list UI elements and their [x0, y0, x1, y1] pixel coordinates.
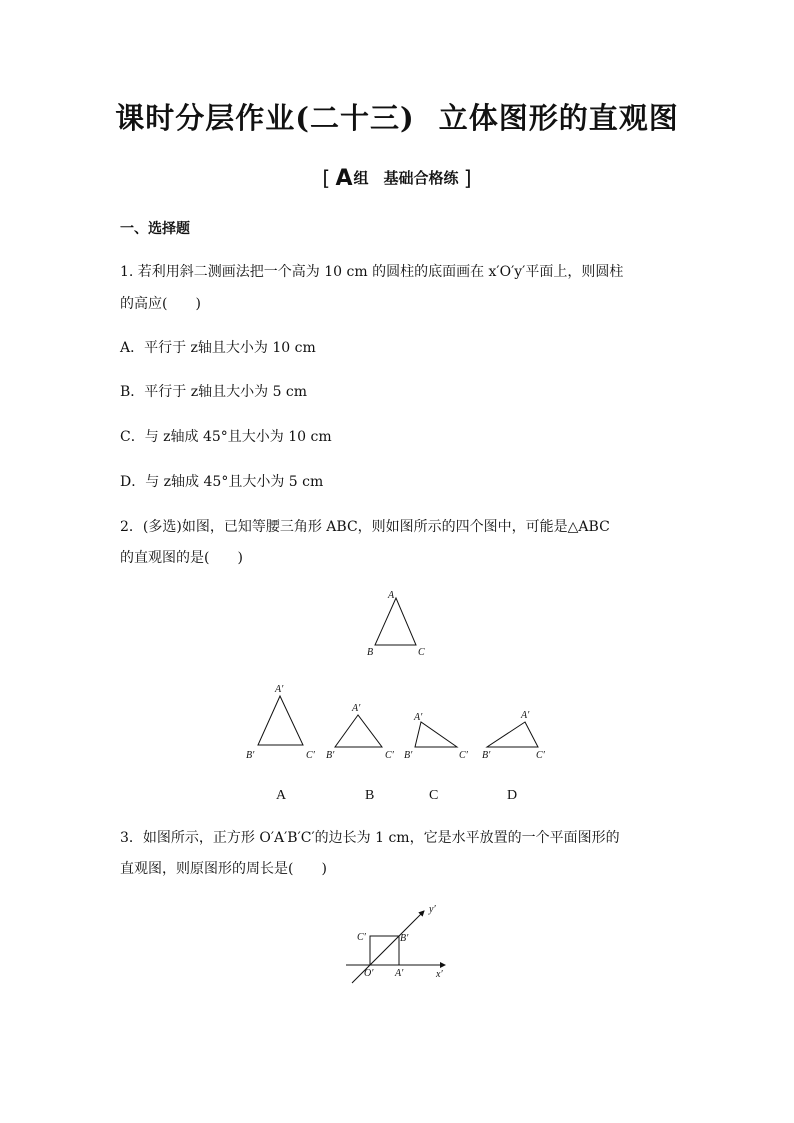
label-c: C — [418, 647, 425, 658]
group-heading: [ A组 基础合格练 ] — [322, 166, 472, 191]
page-title — [0, 96, 794, 137]
option-letter-d: D — [507, 788, 518, 803]
q3-square-figure — [340, 895, 460, 990]
option-a-label-b: B′ — [246, 750, 255, 761]
group-letter: A — [335, 166, 353, 191]
label-b-prime: B′ — [400, 933, 409, 944]
title-main: 课时分层作业(二十三) — [115, 101, 415, 135]
q2-option-figures — [240, 680, 560, 770]
option-letter-c: C — [429, 788, 439, 803]
y-axis — [352, 911, 424, 983]
section-heading: 一、选择题 — [120, 221, 190, 237]
option-c-triangle — [415, 722, 457, 747]
label-o-prime: O′ — [364, 968, 374, 979]
option-b-label-c: C′ — [385, 750, 394, 761]
triangle-abc — [375, 598, 416, 645]
option-b-label-b: B′ — [326, 750, 335, 761]
q3-stem-line-2: 直观图，则原图形的周长是( ) — [120, 861, 327, 877]
option-b-triangle — [335, 715, 382, 747]
option-c-label-b: B′ — [404, 750, 413, 761]
q1-stem-line-1: 1. 若利用斜二测画法把一个高为 10 cm 的圆柱的底面画在 x′O′y′平面上，则圆柱 — [120, 264, 624, 280]
option-b-label-a: A′ — [352, 703, 361, 714]
option-d-triangle — [487, 722, 538, 747]
q2-stem-line-1: 2．(多选)如图，已知等腰三角形 ABC，则如图所示的四个图中，可能是△ABC — [120, 519, 610, 535]
label-b: B — [367, 647, 374, 658]
option-d-label-b: B′ — [482, 750, 491, 761]
label-c-prime: C′ — [357, 932, 366, 943]
label-a: A — [388, 590, 395, 601]
option-a-label-a: A′ — [275, 684, 284, 695]
q1-option-c: C．与 z轴成 45°且大小为 10 cm — [120, 429, 332, 445]
q2-main-triangle-figure — [360, 588, 440, 660]
group-label: 组 基础合格练 — [353, 169, 459, 187]
option-letter-b: B — [365, 788, 375, 803]
title-sub: 立体图形的直观图 — [438, 101, 679, 135]
option-c-label-c: C′ — [459, 750, 468, 761]
q1-stem-line-2: 的高应( ) — [120, 296, 201, 312]
option-letter-a: A — [276, 788, 287, 803]
option-d-label-a: A′ — [521, 710, 530, 721]
q1-option-a: A．平行于 z轴且大小为 10 cm — [120, 340, 316, 356]
q1-option-b: B．平行于 z轴且大小为 5 cm — [120, 384, 308, 400]
option-c-label-a: A′ — [414, 712, 423, 723]
option-a-label-c: C′ — [306, 750, 315, 761]
label-x: x′ — [436, 969, 443, 980]
q2-stem-line-2: 的直观图的是( ) — [120, 550, 243, 566]
q3-stem-line-1: 3．如图所示，正方形 O′A′B′C′的边长为 1 cm，它是水平放置的一个平面图形的 — [120, 830, 620, 846]
label-a-prime: A′ — [395, 968, 404, 979]
option-a-triangle — [258, 696, 303, 745]
q1-option-d: D．与 z轴成 45°且大小为 5 cm — [120, 474, 324, 490]
label-y: y′ — [429, 904, 436, 915]
option-d-label-c: C′ — [536, 750, 545, 761]
